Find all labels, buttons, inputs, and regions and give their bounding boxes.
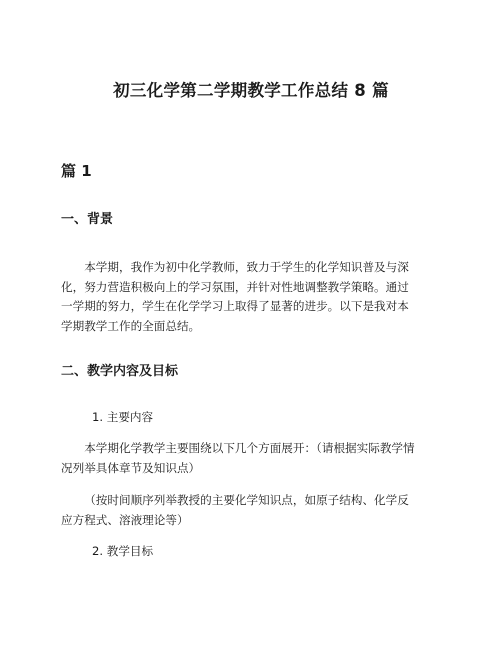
list-item-teaching-goals: 2. 教学目标 xyxy=(92,544,154,558)
paragraph-line: （按时间顺序列举教授的主要化学知识点，如原子结构、化学反 xyxy=(84,493,409,507)
list-item-main-content: 1. 主要内容 xyxy=(92,410,154,424)
background-paragraph xyxy=(61,258,441,336)
knowledge-points-paragraph xyxy=(61,491,441,530)
paragraph-line: 况列举具体章节及知识点） xyxy=(61,460,201,475)
section-heading-background: 一、背景 xyxy=(61,212,114,227)
section-heading-content-goals: 二、教学内容及目标 xyxy=(61,364,179,379)
document-title: 初三化学第二学期教学工作总结 8 篇 xyxy=(113,81,389,100)
paragraph-line: 化，努力营造积极向上的学习氛围，并针对性地调整教学策略。通过 xyxy=(61,279,409,294)
paragraph-line: 学期教学工作的全面总结。 xyxy=(61,318,201,333)
paragraph-line: 应方程式、溶液理论等） xyxy=(61,512,189,527)
paragraph-line: 本学期，我作为初中化学教师，致力于学生的化学知识普及与深 xyxy=(84,260,409,274)
paragraph-line: 一学期的努力，学生在化学学习上取得了显著的进步。以下是我对本 xyxy=(61,299,409,313)
paragraph-line: 本学期化学教学主要围绕以下几个方面展开：（请根据实际教学情 xyxy=(84,441,415,455)
main-content-paragraph xyxy=(61,439,441,478)
chapter-heading: 篇 1 xyxy=(61,162,92,180)
